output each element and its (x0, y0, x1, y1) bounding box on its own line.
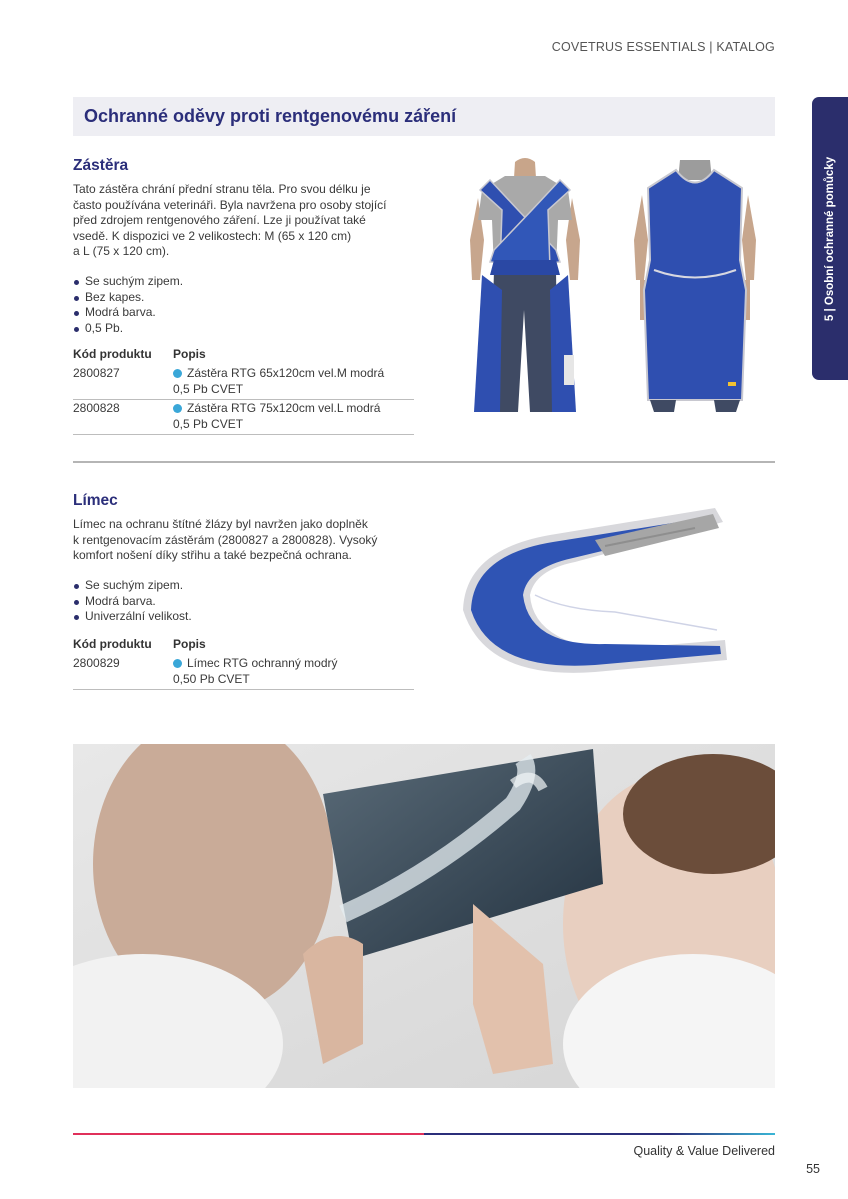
collar-description-line: Límec na ochranu štítné žlázy byl navržen jako doplněk (73, 517, 368, 531)
collar-product-table (73, 637, 414, 690)
feature-item: Univerzální velikost. (73, 609, 192, 625)
bullet-dot-icon (173, 404, 182, 413)
product-code: 2800828 (73, 401, 120, 415)
bullet-dot-icon (173, 659, 182, 668)
apron-description-line: Tato zástěra chrání přední stranu těla. Pro svou délku je (73, 182, 371, 196)
table-header (73, 347, 414, 365)
feature-item: Se suchým zipem. (73, 274, 183, 290)
product-description (173, 401, 414, 432)
feature-item: Bez kapes. (73, 290, 183, 306)
product-spec: 0,5 Pb CVET (173, 416, 244, 431)
apron-description-line: před zdrojem rentgenového záření. Lze ji používat také (73, 213, 366, 227)
collar-image (455, 500, 745, 690)
product-description (173, 656, 414, 687)
collar-title: Límec (73, 492, 118, 509)
catalog-header: COVETRUS ESSENTIALS | KATALOG (551, 40, 775, 54)
apron-description-line: a L (75 x 120 cm). (73, 244, 170, 258)
table-row (73, 400, 414, 435)
product-name: Zástěra RTG 65x120cm vel.M modrá (187, 366, 385, 380)
header-description: Popis (173, 637, 206, 651)
apron-description (73, 182, 418, 260)
header-description: Popis (173, 347, 206, 361)
product-code: 2800829 (73, 656, 120, 670)
xray-photo-graphic (73, 744, 775, 1088)
collar-description-line: k rentgenovacím zástěrám (2800827 a 2800828). Vysoký (73, 532, 378, 547)
page-title-bar (73, 97, 775, 136)
collar-features (73, 578, 192, 625)
table-header (73, 637, 414, 655)
table-row (73, 655, 414, 690)
header-code: Kód produktu (73, 347, 152, 361)
product-spec: 0,5 Pb CVET (173, 381, 244, 396)
chapter-tab[interactable] (812, 97, 848, 380)
collar-description-line: komfort nošení díky střihu a také bezpečná ochrana. (73, 548, 352, 562)
apron-description-line: často používána veterináři. Byla navržena pro osoby stojící (73, 197, 387, 212)
collar-description (73, 517, 418, 564)
page-title: Ochranné oděvy proti rentgenovému záření (84, 106, 457, 126)
product-spec: 0,50 Pb CVET (173, 671, 250, 686)
feature-item: Modrá barva. (73, 305, 183, 321)
bullet-dot-icon (173, 369, 182, 378)
apron-back-image (460, 150, 590, 415)
footer-rule (73, 1133, 775, 1135)
apron-front-image (630, 150, 760, 415)
page-number: 55 (806, 1162, 820, 1176)
table-row (73, 365, 414, 400)
product-description (173, 366, 414, 397)
apron-features (73, 274, 183, 336)
chapter-tab-label: 5 | Osobní ochranné pomůcky (824, 156, 836, 321)
product-code: 2800827 (73, 366, 120, 380)
product-name: Zástěra RTG 75x120cm vel.L modrá (187, 401, 381, 415)
apron-product-table (73, 347, 414, 435)
header-code: Kód produktu (73, 637, 152, 651)
product-name: Límec RTG ochranný modrý (187, 656, 338, 670)
section-divider (73, 461, 775, 463)
footer-tagline: Quality & Value Delivered (633, 1144, 775, 1158)
apron-description-line: vsedě. K dispozici ve 2 velikostech: M (65 x 120 cm) (73, 228, 352, 243)
apron-title: Zástěra (73, 157, 129, 174)
feature-item: Modrá barva. (73, 594, 192, 610)
feature-item: 0,5 Pb. (73, 321, 183, 337)
feature-item: Se suchým zipem. (73, 578, 192, 594)
xray-photo (73, 744, 775, 1088)
